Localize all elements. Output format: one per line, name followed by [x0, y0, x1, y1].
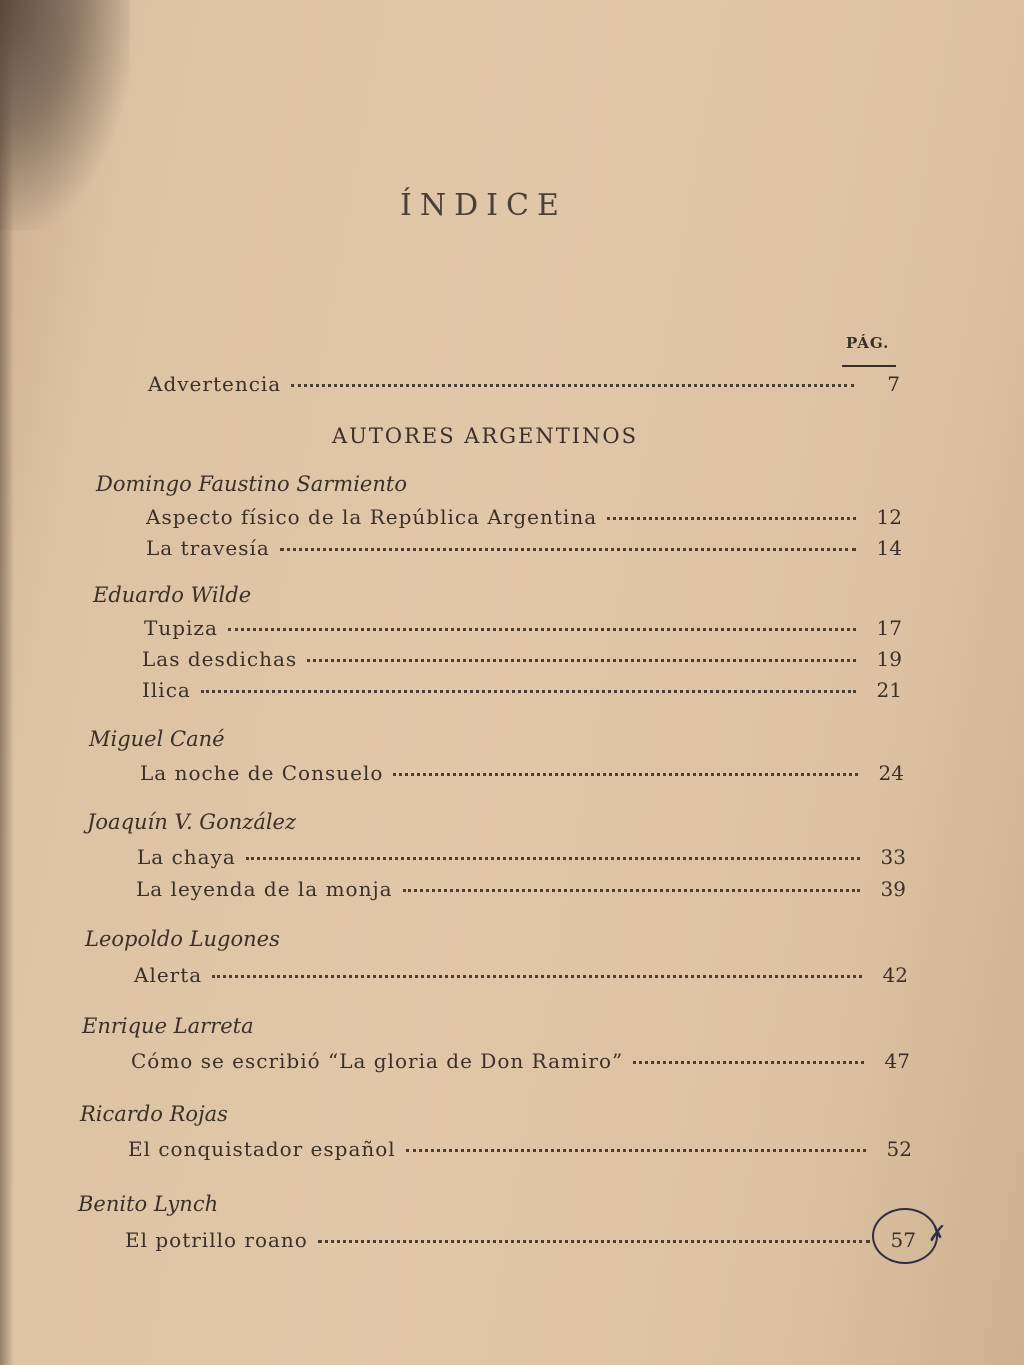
entry-page: 42 [882, 963, 908, 987]
entry-title: La travesía [146, 536, 270, 560]
author-name: Domingo Faustino Sarmiento [96, 472, 407, 496]
author-name: Ricardo Rojas [80, 1102, 228, 1126]
entry-page: 57 [890, 1228, 916, 1252]
dot-leader [307, 659, 856, 662]
dot-leader [280, 548, 856, 551]
author-name: Leopoldo Lugones [85, 927, 280, 951]
author-name: Miguel Cané [89, 727, 225, 751]
entry-page: 7 [887, 372, 900, 396]
spine-shadow [0, 0, 14, 1365]
entry-page: 17 [876, 616, 902, 640]
author-name: Joaquín V. González [87, 810, 297, 834]
page-column-label: PÁG. [846, 334, 890, 352]
toc-entry-advertencia [148, 372, 900, 402]
author-name: Benito Lynch [78, 1192, 219, 1216]
entry-page: 14 [876, 536, 902, 560]
dot-leader [201, 690, 856, 693]
entry-title: Las desdichas [142, 647, 298, 671]
entry-title: La chaya [137, 845, 236, 869]
dot-leader [291, 384, 854, 387]
dot-leader [633, 1061, 864, 1064]
entry-page: 47 [884, 1049, 910, 1073]
toc-entry [128, 1137, 912, 1167]
dot-leader [393, 773, 858, 776]
entry-page: 33 [880, 845, 906, 869]
entry-page: 19 [876, 647, 902, 671]
page-title: ÍNDICE [400, 188, 567, 223]
entry-page: 52 [886, 1137, 912, 1161]
toc-entry [146, 505, 902, 535]
entry-title: Ilica [142, 678, 191, 702]
entry-title: La leyenda de la monja [136, 877, 393, 901]
toc-entry [125, 1228, 916, 1258]
entry-title: El conquistador español [128, 1137, 396, 1161]
dot-leader [228, 628, 856, 631]
entry-page: 24 [878, 761, 904, 785]
page-corner-shadow [0, 0, 130, 230]
toc-entry [144, 616, 902, 646]
section-heading: AUTORES ARGENTINOS [332, 424, 639, 448]
entry-title: Aspecto físico de la República Argentina [146, 505, 598, 529]
entry-page: 12 [876, 505, 902, 529]
dot-leader [607, 517, 856, 520]
author-name: Eduardo Wilde [93, 583, 252, 607]
toc-entry [140, 761, 904, 791]
entry-title: Tupiza [144, 616, 218, 640]
entry-title: La noche de Consuelo [140, 761, 384, 785]
toc-entry [146, 536, 902, 566]
pen-x-mark: ✗ [928, 1222, 947, 1247]
dot-leader [406, 1149, 866, 1152]
toc-entry [142, 647, 902, 677]
dot-leader [318, 1240, 870, 1243]
toc-entry [134, 963, 908, 993]
entry-title: El potrillo roano [125, 1228, 308, 1252]
page-column-rule [842, 365, 896, 367]
author-name: Enrique Larreta [82, 1014, 254, 1038]
toc-entry [136, 877, 906, 907]
toc-entry [142, 678, 902, 708]
entry-title: Cómo se escribió “La gloria de Don Ramiro” [131, 1049, 624, 1073]
entry-page: 39 [880, 877, 906, 901]
toc-entry [131, 1049, 910, 1079]
dot-leader [246, 857, 860, 860]
toc-entry [137, 845, 906, 875]
entry-title: Alerta [134, 963, 203, 987]
dot-leader [403, 889, 860, 892]
entry-page: 21 [876, 678, 902, 702]
entry-title: Advertencia [148, 372, 282, 396]
dot-leader [212, 975, 862, 978]
